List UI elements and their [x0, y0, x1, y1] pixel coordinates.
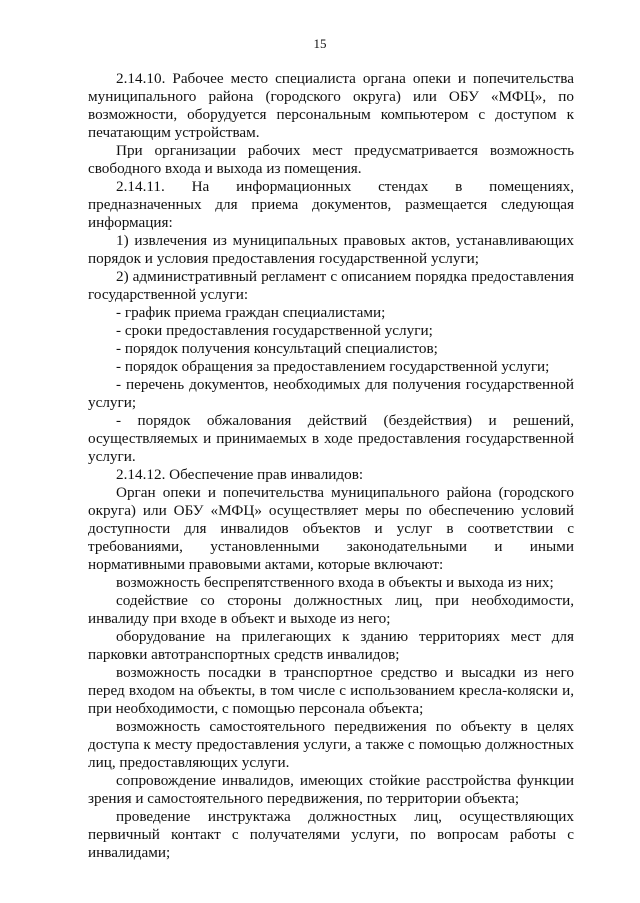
list-item-application-order: - порядок обращения за предоставлением государственной услуги; — [116, 358, 550, 375]
list-item-appeal: - порядок обжалования действий (бездействия) и решений, осуществляемых и принимаемых в ходе предоставления государственной услуги. — [88, 412, 574, 465]
list-item-documents: - перечень документов, необходимых для получения государственной услуги; — [88, 376, 574, 411]
paragraph-accessibility-measures: Орган опеки и попечительства муниципального района (городского округа) или ОБУ «МФЦ» осуществляет меры по обеспечению условий доступности для инвалидов объектов и услуг в соответствии с требованиями, установленными законодательными и иными нормативными правовыми актами, которые включают: — [88, 484, 574, 573]
paragraph-item-1: 1) извлечения из муниципальных правовых актов, устанавливающих порядок и условия предоставления государственной услуги; — [88, 232, 574, 267]
measure-assistance: содействие со стороны должностных лиц, при необходимости, инвалиду при входе в объект и выходе из него; — [88, 592, 574, 627]
paragraph-2-14-12: 2.14.12. Обеспечение прав инвалидов: — [116, 466, 364, 483]
paragraph-workplace-access: При организации рабочих мест предусматривается возможность свободного входа и выхода из помещения. — [88, 142, 574, 177]
measure-briefing: проведение инструктажа должностных лиц, осуществляющих первичный контакт с получателями услуги, по вопросам работы с инвалидами; — [88, 808, 574, 861]
document-body — [88, 70, 574, 862]
page-number: 15 — [313, 36, 327, 51]
measure-entrance: возможность беспрепятственного входа в объекты и выхода из них; — [116, 574, 554, 591]
measure-movement: возможность самостоятельного передвижения по объекту в целях доступа к месту предоставления услуги, а также с помощью должностных лиц, предоставляющих услуги. — [88, 718, 574, 771]
measure-parking: оборудование на прилегающих к зданию территориях мест для парковки автотранспортных средств инвалидов; — [88, 628, 574, 663]
paragraph-2-14-11: 2.14.11. На информационных стендах в помещениях, предназначенных для приема документов, размещается следующая информация: — [88, 178, 574, 231]
measure-transport: возможность посадки в транспортное средство и высадки из него перед входом на объекты, в том числе с использованием кресла-коляски и, при необходимости, с помощью персонала объекта; — [88, 664, 574, 717]
measure-escort: сопровождение инвалидов, имеющих стойкие расстройства функции зрения и самостоятельного передвижения, по территории объекта; — [88, 772, 574, 807]
paragraph-item-2: 2) административный регламент с описанием порядка предоставления государственной услуги: — [88, 268, 574, 303]
list-item-schedule: - график приема граждан специалистами; — [116, 304, 386, 321]
paragraph-2-14-10: 2.14.10. Рабочее место специалиста органа опеки и попечительства муниципального района (городского округа) или ОБУ «МФЦ», по возможности, оборудуется персональным компьютером с доступом к печатающим устройствам. — [88, 70, 574, 141]
list-item-terms: - сроки предоставления государственной услуги; — [116, 322, 433, 339]
list-item-consultations: - порядок получения консультаций специалистов; — [116, 340, 438, 357]
